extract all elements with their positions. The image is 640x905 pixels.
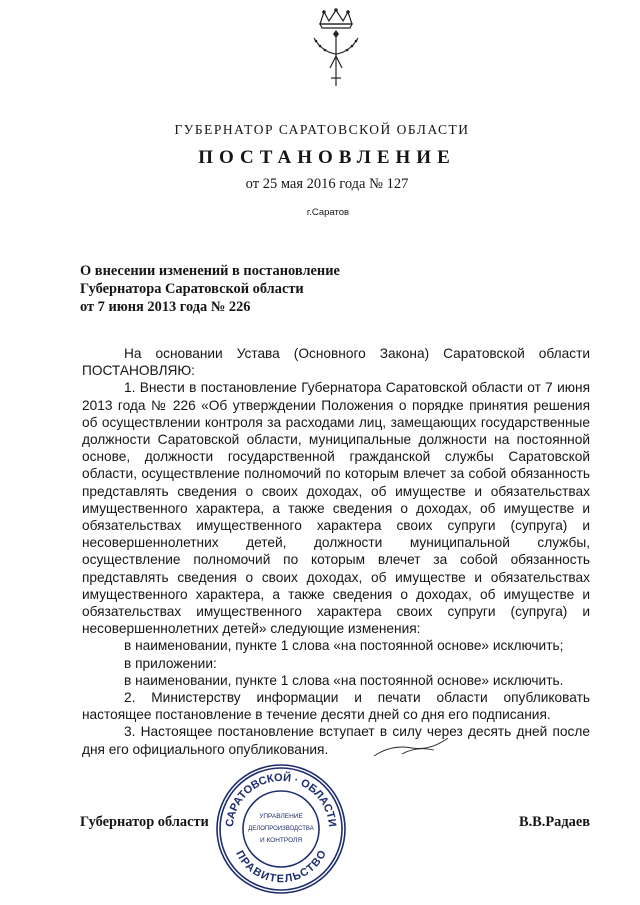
body-paragraph: 1. Внести в постановление Губернатора Саратовской области от 7 июня 2013 года № 226 «Об утверждении Положения о порядке принятия решения об осуществлении контроля за расходами лиц, замещающих государственные должности Саратовской области, муниципальные должности на постоянной основе, должности государственной гражданской службы Саратовской области, осуществление полномочий по которым влечет за собой обязанность представлять сведения о своих доходах, об имуществе и обязательствах имущественного характера, а также сведения о доходах, об имуществе и обязательствах имущественного характера своих супруги (супруга) и несовершеннолетних детей, должности муниципальной службы, осуществление полномочий по которым влечет за собой обязанность представлять сведения о своих доходах, об имуществе и обязательствах имущественного характера, а также сведения о доходах, об имуществе и обязательствах имущественного характера своих супруги (супруга) и несовершеннолетних детей» следующие изменения:: [82, 380, 590, 637]
seal-ring-top-text: САРАТОВСКОЙ · ОБЛАСТИ: [223, 771, 339, 828]
body-paragraph: 2. Министерству информации и печати области опубликовать настоящее постановление в течение десяти дней со дня его подписания.: [82, 690, 590, 723]
body-paragraph: в наименовании, пункте 1 слова «на постоянной основе» исключить.: [124, 672, 564, 688]
saratov-crown-emblem-icon: [308, 8, 364, 90]
signatory-name: В.В.Радаев: [518, 814, 590, 830]
document-type: ПОСТАНОВЛЕНИЕ: [198, 147, 456, 168]
signatory-title: Губернатор области: [80, 814, 209, 830]
document-subject: [80, 262, 440, 316]
preamble-paragraph: На основании Устава (Основного Закона) Саратовской области ПОСТАНОВЛЯЮ:: [82, 346, 590, 379]
subject-line: О внесении изменений в постановление: [80, 263, 340, 279]
subject-line: от 7 июня 2013 года № 226: [80, 299, 251, 315]
body-paragraph: 3. Настоящее постановление вступает в силу через десять дней после дня его официального опубликования.: [82, 724, 590, 757]
official-seal: [212, 760, 350, 898]
document-date-number: от 25 мая 2016 года № 127: [245, 176, 409, 192]
issuing-authority: ГУБЕРНАТОР САРАТОВСКОЙ ОБЛАСТИ: [174, 122, 470, 137]
subject-line: Губернатора Саратовской области: [80, 281, 304, 297]
body-paragraph: в наименовании, пункте 1 слова «на постоянной основе» исключить;: [124, 638, 564, 654]
handwritten-signature: [372, 732, 452, 762]
document-city: г.Саратов: [306, 207, 350, 218]
seal-center-line: ДЕЛОПРОИЗВОДСТВА: [248, 826, 314, 832]
document-body: [82, 345, 590, 758]
seal-center-line: И КОНТРОЛЯ: [259, 837, 303, 844]
seal-center-line: УПРАВЛЕНИЕ: [259, 813, 303, 820]
seal-ring-bottom-text: ПРАВИТЕЛЬСТВО: [233, 848, 329, 886]
body-paragraph: в приложении:: [124, 655, 217, 671]
